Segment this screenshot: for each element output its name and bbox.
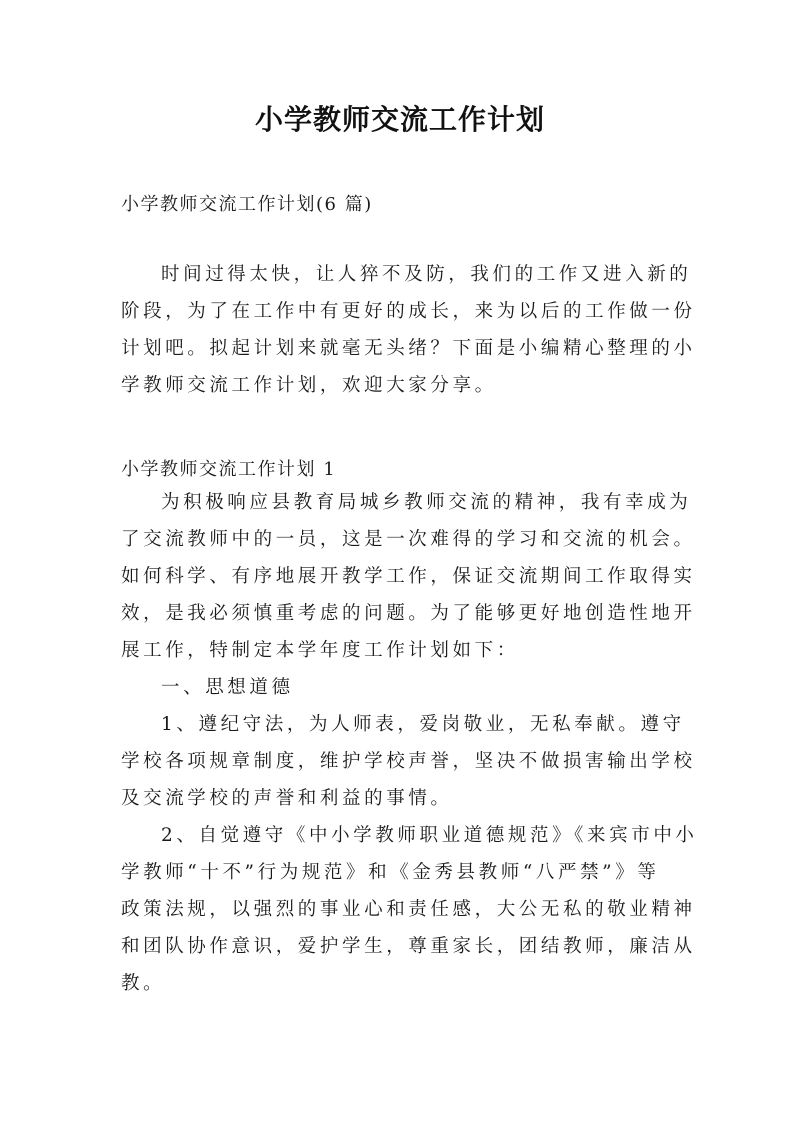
body-line: 及交流学校的声誉和利益的事情。 [121, 788, 453, 809]
body-line: 效，是我必须慎重考虑的问题。为了能够更好地创造性地开 [121, 603, 696, 624]
body-line: 和团队协作意识，爱护学生，尊重家长，团结教师，廉洁从 [121, 936, 696, 957]
body-line: 学教师“十不”行为规范》和《金秀县教师“八严禁”》等 [121, 862, 660, 883]
body-line: 为积极响应县教育局城乡教师交流的精神，我有幸成为 [161, 492, 692, 513]
subsection-heading: 一、思想道德 [161, 677, 294, 698]
intro-paragraph [121, 256, 696, 404]
body-line: 2、自觉遵守《中小学教师职业道德规范》《来宾市中小 [161, 825, 698, 846]
section-body [121, 484, 698, 1002]
body-line: 政策法规，以强烈的事业心和责任感，大公无私的敬业精神 [121, 899, 696, 920]
section-heading: 小学教师交流工作计划 1 [121, 459, 337, 480]
body-line: 教。 [121, 973, 166, 994]
intro-line: 学教师交流工作计划，欢迎大家分享。 [121, 375, 497, 396]
intro-line: 时间过得太快，让人猝不及防，我们的工作又进入新的 [161, 264, 692, 285]
body-line: 1、遵纪守法，为人师表，爱岗敬业，无私奉献。遵守 [161, 714, 685, 735]
body-line: 展工作，特制定本学年度工作计划如下： [121, 640, 519, 661]
document-title: 小学教师交流工作计划 [254, 103, 545, 136]
document-subtitle: 小学教师交流工作计划(6 篇) [121, 194, 373, 215]
body-line: 了交流教师中的一员，这是一次难得的学习和交流的机会。 [121, 529, 696, 550]
intro-line: 阶段，为了在工作中有更好的成长，来为以后的工作做一份 [121, 301, 696, 322]
intro-line: 计划吧。拟起计划来就毫无头绪？下面是小编精心整理的小 [121, 338, 696, 359]
body-line: 学校各项规章制度，维护学校声誉，坚决不做损害输出学校 [121, 751, 696, 772]
body-line: 如何科学、有序地展开教学工作，保证交流期间工作取得实 [121, 566, 696, 587]
